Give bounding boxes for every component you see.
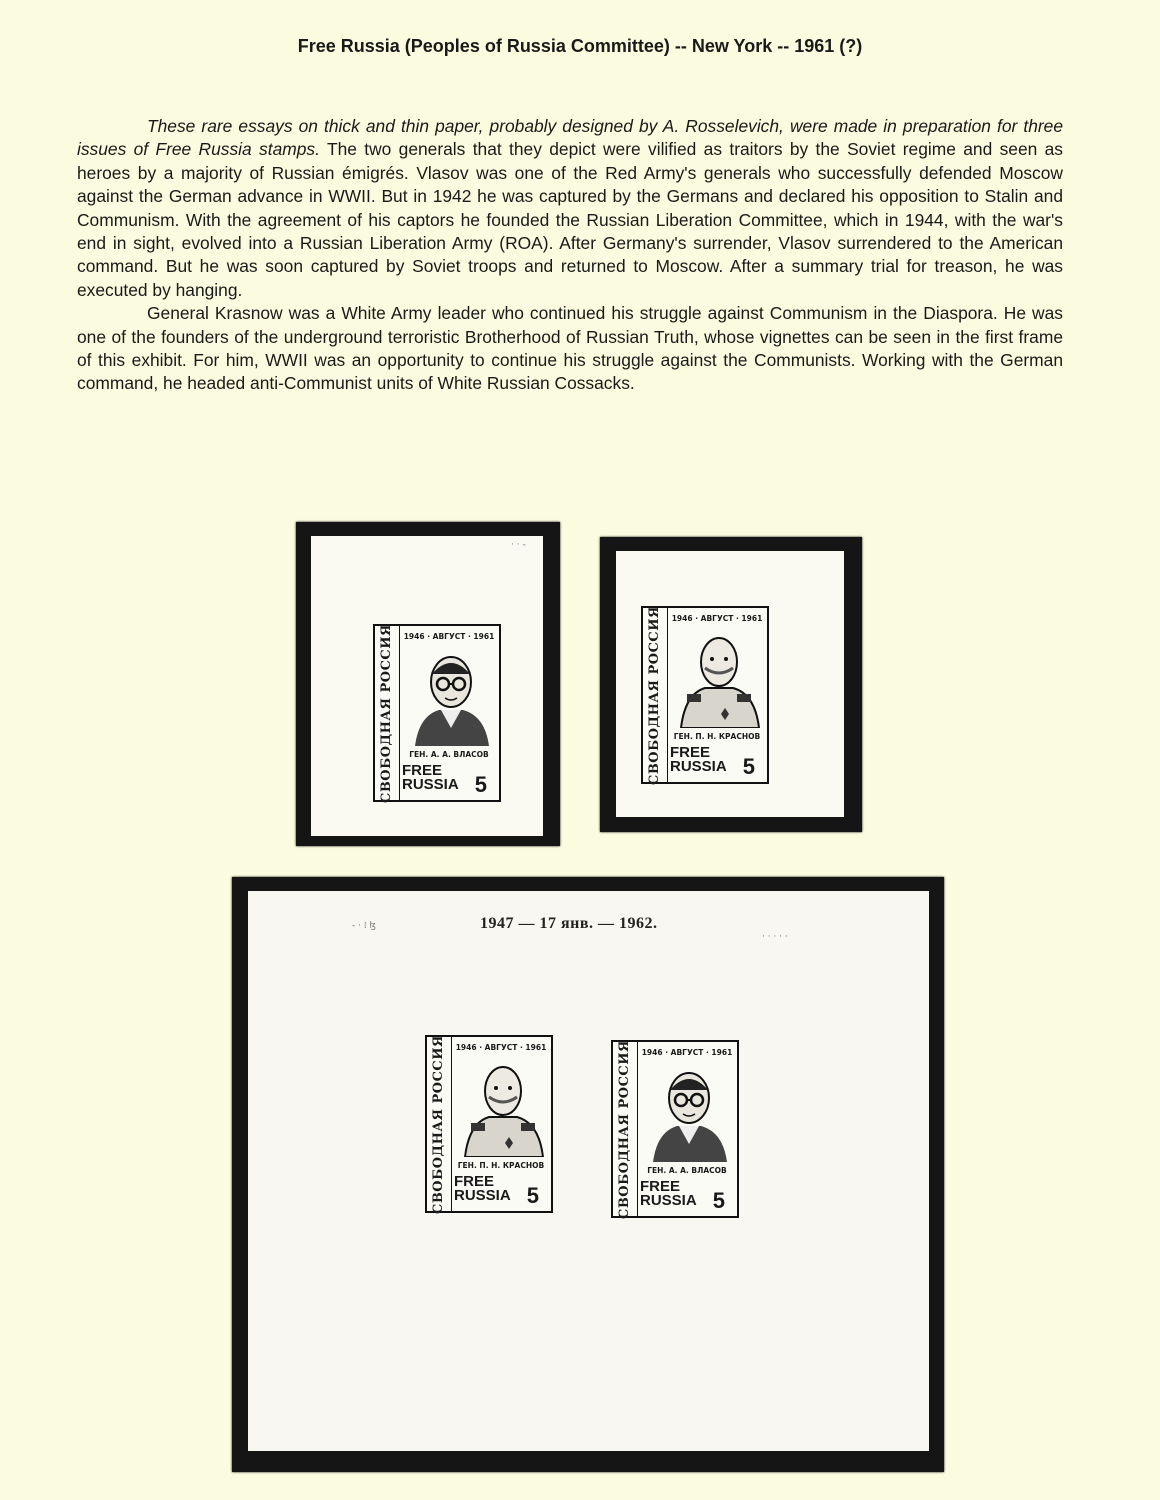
paragraph-vlasov (77, 115, 1063, 302)
stamp-value: 5 (742, 754, 755, 779)
portrait-krasnov-image (457, 1057, 549, 1157)
stamp-caption: ГЕН. П. Н. КРАСНОВ (673, 732, 761, 741)
stamp-free-label: FREE (402, 762, 443, 779)
stamp-free-label: FREE (670, 744, 711, 761)
stamp-date: 1946 · АВГУСТ · 1961 (455, 1043, 547, 1052)
sheet-stamp-krasnov (425, 1035, 553, 1213)
paragraph-krasnow: General Krasnow was a White Army leader who continued his struggle against Communism in the Diaspora. He was one of the founders of the underground terroristic Brotherhood of Russian Truth, whose vignettes can be seen in the first frame of this exhibit. For him, WWII was an opportunity to continue his struggle against the Communists. Working with the German command, he headed anti-Communist units of White Russian Cossacks. (77, 303, 1063, 394)
stamp-vertical-text: СВОБОДНАЯ РОССИЯ (379, 623, 395, 803)
stamp-russia-label: RUSSIA (402, 776, 459, 793)
stamp-caption: ГЕН. А. А. ВЛАСОВ (647, 1166, 727, 1175)
stamp-vlasov-essay (373, 624, 501, 802)
paragraph-vlasov-text: The two generals that they depict were vilified as traitors by the Soviet regime and seen as heroes by a majority of Russian émigrés. Vlasov was one of the Red Army's generals who successfully defended Moscow against the German advance in WWII. But in 1942 he was captured by the Germans and declared his opposition to Stalin and Communism. With the agreement of his captors he founded the Russian Liberation Committee, which in 1944, with the war's end in sight, evolved into a Russian Liberation Army (ROA). After Germany's surrender, Vlasov surrendered to the American command. But he was soon captured by Soviet troops and returned to Moscow. After a summary trial for treason, he was executed by hanging. (77, 139, 1063, 300)
stamp-date: 1946 · АВГУСТ · 1961 (641, 1048, 733, 1057)
stamp-krasnov-essay (641, 606, 769, 784)
stamp-vertical-text: СВОБОДНАЯ РОССИЯ (647, 605, 663, 785)
stamp-caption: ГЕН. А. А. ВЛАСОВ (409, 750, 489, 759)
souvenir-sheet-frame: - · ⁞ ɮ · · · · · (232, 877, 944, 1472)
stamp-russia-label: RUSSIA (670, 758, 727, 775)
sheet-date-line: 1947 — 17 янв. — 1962. (480, 915, 658, 932)
stamp-caption: ГЕН. П. Н. КРАСНОВ (457, 1161, 545, 1170)
stamp-free-label: FREE (454, 1173, 495, 1190)
essay-frame-vlasov: · · - (296, 522, 560, 846)
portrait-vlasov-image (643, 1062, 735, 1162)
paragraph-intro-italic: These rare essays on thick and thin paper, probably designed by A. Rosselevich, were made in preparation for three issues of Free Russia stamps. (77, 116, 1063, 160)
stamp-date: 1946 · АВГУСТ · 1961 (403, 632, 495, 641)
stamp-vertical-text: СВОБОДНАЯ РОССИЯ (431, 1034, 447, 1214)
page-title: Free Russia (Peoples of Russia Committee) -- New York -- 1961 (?) (297, 36, 863, 56)
description-text (77, 115, 1063, 396)
stamp-value: 5 (526, 1183, 539, 1208)
stamp-date: 1946 · АВГУСТ · 1961 (671, 614, 763, 623)
stamp-value: 5 (712, 1188, 725, 1213)
stamp-russia-label: RUSSIA (454, 1187, 511, 1204)
sheet-stamp-vlasov (611, 1040, 739, 1218)
stamp-value: 5 (474, 772, 487, 797)
portrait-krasnov-image (673, 628, 765, 728)
stamp-russia-label: RUSSIA (640, 1192, 697, 1209)
portrait-vlasov-image (405, 646, 497, 746)
stamp-free-label: FREE (640, 1178, 681, 1195)
stamp-vertical-text: СВОБОДНАЯ РОССИЯ (617, 1039, 633, 1219)
